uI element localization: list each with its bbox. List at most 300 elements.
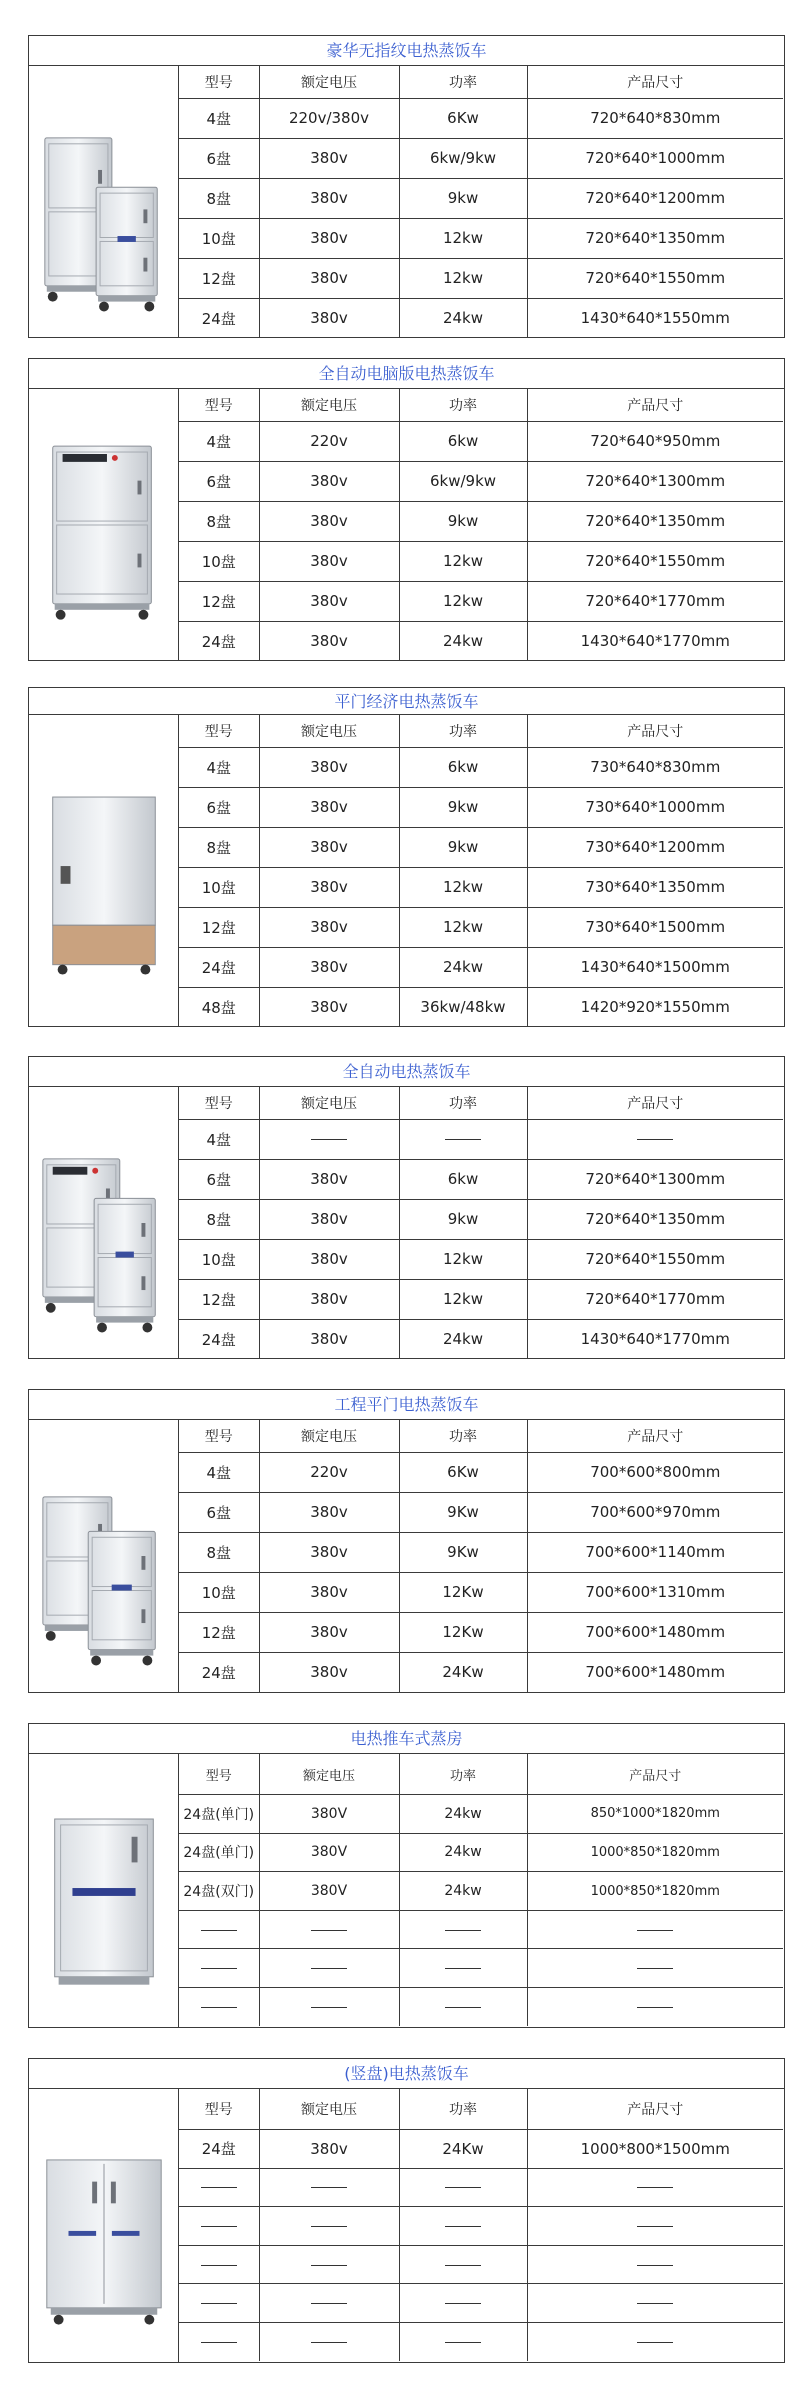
table-cell: 700*600*970mm (527, 1492, 783, 1532)
section-title: (竖盘)电热蒸饭车 (29, 2059, 784, 2089)
table-cell: 10盘 (179, 1239, 259, 1279)
table-cell: 9kw (399, 178, 527, 218)
table-cell: 220v (259, 421, 399, 461)
section-title: 电热推车式蒸房 (29, 1724, 784, 1754)
column-header: 功率 (399, 2089, 527, 2130)
table-cell: 730*640*1350mm (527, 867, 783, 907)
table-row (179, 1452, 783, 1492)
table-cell: 4盘 (179, 1119, 259, 1159)
empty-cell (259, 1119, 399, 1159)
table-cell: 380v (259, 947, 399, 987)
dash-placeholder (201, 2226, 237, 2227)
table-cell: 24kw (399, 1833, 527, 1872)
dash-placeholder (201, 1968, 237, 1969)
dash-placeholder (445, 2265, 481, 2266)
column-header: 额定电压 (259, 1420, 399, 1452)
column-header: 型号 (179, 1087, 259, 1119)
table-cell: 380v (259, 138, 399, 178)
table-cell: 24kw (399, 621, 527, 661)
table-row (179, 947, 783, 987)
empty-cell (527, 2284, 783, 2323)
column-header: 产品尺寸 (527, 1754, 783, 1795)
column-header: 型号 (179, 1420, 259, 1452)
empty-cell (399, 1910, 527, 1949)
table-row (179, 907, 783, 947)
table-header-row (179, 1754, 783, 1795)
empty-cell (179, 2207, 259, 2246)
table-cell: 380v (259, 218, 399, 258)
table-cell: 720*640*830mm (527, 98, 783, 138)
table-cell: 6kw (399, 1159, 527, 1199)
table-row (179, 987, 783, 1027)
table-cell: 380v (259, 987, 399, 1027)
table-cell: 6Kw (399, 98, 527, 138)
table-cell: 12kw (399, 867, 527, 907)
dash-placeholder (201, 2265, 237, 2266)
empty-cell (179, 2284, 259, 2323)
table-header-row (179, 66, 783, 98)
table-row (179, 1119, 783, 1159)
dash-placeholder (445, 2342, 481, 2343)
table-cell: 700*600*1480mm (527, 1652, 783, 1692)
table-cell: 6盘 (179, 138, 259, 178)
table-cell: 1430*640*1770mm (527, 1319, 783, 1359)
product-section (28, 1389, 785, 1693)
steamer-cabinet-auto-icon (33, 1108, 175, 1338)
table-cell: 380v (259, 541, 399, 581)
table-cell: 24盘 (179, 621, 259, 661)
table-cell: 380v (259, 298, 399, 338)
table-cell: 1420*920*1550mm (527, 987, 783, 1027)
empty-cell (527, 1910, 783, 1949)
empty-cell (259, 2322, 399, 2361)
table-cell: 720*640*1350mm (527, 1199, 783, 1239)
column-header: 额定电压 (259, 389, 399, 421)
column-header: 功率 (399, 715, 527, 747)
empty-cell (399, 1949, 527, 1988)
empty-cell (259, 2245, 399, 2284)
product-photo (29, 66, 179, 337)
empty-cell (259, 1910, 399, 1949)
table-cell: 380v (259, 1319, 399, 1359)
dash-placeholder (311, 1968, 347, 1969)
table-row (179, 1987, 783, 2026)
spec-table (179, 1087, 783, 1359)
table-cell: 10盘 (179, 541, 259, 581)
table-cell: 6盘 (179, 461, 259, 501)
empty-cell (259, 1949, 399, 1988)
table-cell: 24kw (399, 1872, 527, 1911)
table-cell: 380V (259, 1795, 399, 1834)
dash-placeholder (311, 2187, 347, 2188)
steam-room-trolley-icon (33, 1776, 175, 2006)
table-row (179, 867, 783, 907)
dash-placeholder (637, 2303, 673, 2304)
table-cell: 12盘 (179, 258, 259, 298)
empty-cell (527, 2245, 783, 2284)
table-cell: 12Kw (399, 1612, 527, 1652)
table-cell: 720*640*1000mm (527, 138, 783, 178)
dash-placeholder (445, 1139, 481, 1140)
table-cell: 9kw (399, 1199, 527, 1239)
dash-placeholder (311, 2303, 347, 2304)
table-header-row (179, 715, 783, 747)
dash-placeholder (201, 2303, 237, 2304)
table-cell: 730*640*1000mm (527, 787, 783, 827)
table-cell: 12kw (399, 1279, 527, 1319)
table-row (179, 1612, 783, 1652)
table-cell: 720*640*1350mm (527, 501, 783, 541)
table-row (179, 1319, 783, 1359)
table-cell: 380v (259, 1239, 399, 1279)
empty-cell (527, 2168, 783, 2207)
table-cell: 380v (259, 1492, 399, 1532)
table-row (179, 827, 783, 867)
table-row (179, 1949, 783, 1988)
table-cell: 380v (259, 1532, 399, 1572)
empty-cell (527, 1949, 783, 1988)
table-cell: 9kw (399, 501, 527, 541)
steamer-cabinet-project-icon (33, 1441, 175, 1671)
table-cell: 12kw (399, 258, 527, 298)
table-cell: 6kw/9kw (399, 138, 527, 178)
table-cell: 10盘 (179, 1572, 259, 1612)
table-header-row (179, 2089, 783, 2130)
spec-table (179, 715, 783, 1027)
dash-placeholder (201, 2342, 237, 2343)
table-cell: 24盘 (179, 1652, 259, 1692)
dash-placeholder (637, 2342, 673, 2343)
product-photo (29, 389, 179, 660)
empty-cell (527, 1987, 783, 2026)
column-header: 额定电压 (259, 2089, 399, 2130)
table-row (179, 218, 783, 258)
dash-placeholder (445, 2226, 481, 2227)
spec-table (179, 1754, 783, 2026)
table-row (179, 621, 783, 661)
table-cell: 8盘 (179, 827, 259, 867)
table-cell: 6盘 (179, 1492, 259, 1532)
table-row (179, 2284, 783, 2323)
steamer-vertical-tray-icon (33, 2111, 175, 2341)
table-cell: 4盘 (179, 1452, 259, 1492)
table-cell: 700*600*800mm (527, 1452, 783, 1492)
empty-cell (399, 2245, 527, 2284)
table-cell: 12kw (399, 907, 527, 947)
table-cell: 8盘 (179, 1199, 259, 1239)
table-row (179, 501, 783, 541)
table-cell: 380v (259, 1612, 399, 1652)
table-cell: 380V (259, 1872, 399, 1911)
table-cell: 720*640*1300mm (527, 1159, 783, 1199)
table-cell: 380v (259, 178, 399, 218)
dash-placeholder (637, 2187, 673, 2188)
table-cell: 24Kw (399, 1652, 527, 1692)
table-cell: 1430*640*1500mm (527, 947, 783, 987)
table-cell: 24kw (399, 298, 527, 338)
column-header: 型号 (179, 66, 259, 98)
table-row (179, 138, 783, 178)
table-cell: 380v (259, 747, 399, 787)
table-cell: 12盘 (179, 1279, 259, 1319)
table-cell: 6盘 (179, 1159, 259, 1199)
column-header: 功率 (399, 1087, 527, 1119)
table-cell: 12盘 (179, 581, 259, 621)
table-cell: 10盘 (179, 867, 259, 907)
product-photo (29, 1754, 179, 2027)
table-cell: 12Kw (399, 1572, 527, 1612)
table-cell: 24盘 (179, 298, 259, 338)
table-row (179, 1159, 783, 1199)
table-row (179, 258, 783, 298)
table-cell: 24kw (399, 1319, 527, 1359)
table-cell: 720*640*950mm (527, 421, 783, 461)
table-cell: 1430*640*1550mm (527, 298, 783, 338)
column-header: 功率 (399, 1420, 527, 1452)
table-cell: 730*640*830mm (527, 747, 783, 787)
empty-cell (179, 2168, 259, 2207)
table-row (179, 1532, 783, 1572)
table-cell: 12kw (399, 1239, 527, 1279)
empty-cell (179, 1910, 259, 1949)
empty-cell (259, 2207, 399, 2246)
empty-cell (259, 2168, 399, 2207)
steamer-cabinet-digital-icon (33, 410, 175, 640)
dash-placeholder (201, 1930, 237, 1931)
empty-cell (179, 1949, 259, 1988)
dash-placeholder (311, 2265, 347, 2266)
table-row (179, 298, 783, 338)
column-header: 额定电压 (259, 66, 399, 98)
dash-placeholder (201, 2187, 237, 2188)
table-row (179, 2168, 783, 2207)
table-cell: 12kw (399, 581, 527, 621)
dash-placeholder (311, 1930, 347, 1931)
column-header: 产品尺寸 (527, 715, 783, 747)
column-header: 产品尺寸 (527, 66, 783, 98)
table-cell: 220v (259, 1452, 399, 1492)
table-cell: 380v (259, 501, 399, 541)
table-cell: 380v (259, 258, 399, 298)
spec-table (179, 389, 783, 661)
empty-cell (179, 1987, 259, 2026)
table-cell: 730*640*1500mm (527, 907, 783, 947)
dash-placeholder (445, 1930, 481, 1931)
dash-placeholder (445, 2303, 481, 2304)
empty-cell (399, 1119, 527, 1159)
table-cell: 24kw (399, 947, 527, 987)
table-cell: 720*640*1350mm (527, 218, 783, 258)
table-cell: 24盘 (179, 2130, 259, 2169)
empty-cell (259, 1987, 399, 2026)
table-cell: 380v (259, 2130, 399, 2169)
table-cell: 24Kw (399, 2130, 527, 2169)
table-header-row (179, 1087, 783, 1119)
empty-cell (527, 1119, 783, 1159)
product-photo (29, 1087, 179, 1358)
table-cell: 700*600*1480mm (527, 1612, 783, 1652)
table-row (179, 1833, 783, 1872)
table-header-row (179, 389, 783, 421)
product-photo (29, 715, 179, 1026)
table-cell: 24盘(单门) (179, 1795, 259, 1834)
table-row (179, 747, 783, 787)
table-cell: 24盘(双门) (179, 1872, 259, 1911)
column-header: 额定电压 (259, 1087, 399, 1119)
table-cell: 380v (259, 867, 399, 907)
column-header: 功率 (399, 66, 527, 98)
table-cell: 6Kw (399, 1452, 527, 1492)
table-cell: 720*640*1550mm (527, 258, 783, 298)
dash-placeholder (311, 1139, 347, 1140)
table-cell: 380v (259, 907, 399, 947)
table-cell: 6kw/9kw (399, 461, 527, 501)
column-header: 功率 (399, 389, 527, 421)
dash-placeholder (637, 2265, 673, 2266)
empty-cell (399, 2284, 527, 2323)
table-cell: 380v (259, 787, 399, 827)
table-row (179, 1279, 783, 1319)
column-header: 额定电压 (259, 1754, 399, 1795)
table-row (179, 421, 783, 461)
table-cell: 700*600*1140mm (527, 1532, 783, 1572)
product-section (28, 1723, 785, 2028)
spec-table (179, 2089, 783, 2361)
table-cell: 24盘 (179, 1319, 259, 1359)
column-header: 型号 (179, 1754, 259, 1795)
table-row (179, 461, 783, 501)
product-section (28, 687, 785, 1027)
empty-cell (527, 2207, 783, 2246)
table-cell: 380v (259, 581, 399, 621)
table-row (179, 541, 783, 581)
steamer-cabinet-double-icon (33, 87, 175, 317)
table-cell: 6kw (399, 421, 527, 461)
table-cell: 8盘 (179, 501, 259, 541)
table-row (179, 2322, 783, 2361)
empty-cell (399, 2207, 527, 2246)
product-section (28, 1056, 785, 1359)
table-cell: 380v (259, 827, 399, 867)
section-title: 全自动电脑版电热蒸饭车 (29, 359, 784, 389)
table-cell: 720*640*1200mm (527, 178, 783, 218)
table-row (179, 1572, 783, 1612)
table-cell: 700*600*1310mm (527, 1572, 783, 1612)
table-row (179, 1910, 783, 1949)
table-cell: 720*640*1300mm (527, 461, 783, 501)
dash-placeholder (637, 1968, 673, 1969)
product-photo (29, 1420, 179, 1692)
table-cell: 10盘 (179, 218, 259, 258)
column-header: 产品尺寸 (527, 389, 783, 421)
table-row (179, 98, 783, 138)
table-row (179, 2130, 783, 2169)
table-cell: 380v (259, 1572, 399, 1612)
table-cell: 8盘 (179, 1532, 259, 1572)
dash-placeholder (445, 2187, 481, 2188)
table-cell: 1430*640*1770mm (527, 621, 783, 661)
table-row (179, 1239, 783, 1279)
column-header: 产品尺寸 (527, 2089, 783, 2130)
table-cell: 4盘 (179, 98, 259, 138)
table-row (179, 1652, 783, 1692)
empty-cell (399, 1987, 527, 2026)
table-cell: 12kw (399, 218, 527, 258)
column-header: 额定电压 (259, 715, 399, 747)
table-cell: 4盘 (179, 747, 259, 787)
table-cell: 1000*850*1820mm (527, 1833, 783, 1872)
table-row (179, 1199, 783, 1239)
column-header: 型号 (179, 389, 259, 421)
product-section (28, 35, 785, 338)
table-cell: 9Kw (399, 1532, 527, 1572)
table-cell: 1000*800*1500mm (527, 2130, 783, 2169)
section-title: 工程平门电热蒸饭车 (29, 1390, 784, 1420)
table-cell: 380v (259, 621, 399, 661)
empty-cell (399, 2168, 527, 2207)
product-photo (29, 2089, 179, 2362)
section-title: 豪华无指纹电热蒸饭车 (29, 36, 784, 66)
table-cell: 36kw/48kw (399, 987, 527, 1027)
column-header: 型号 (179, 715, 259, 747)
steamer-cabinet-economy-icon (33, 756, 175, 986)
table-row (179, 1492, 783, 1532)
dash-placeholder (311, 2226, 347, 2227)
dash-placeholder (637, 1139, 673, 1140)
table-cell: 48盘 (179, 987, 259, 1027)
table-cell: 380V (259, 1833, 399, 1872)
table-cell: 380v (259, 461, 399, 501)
empty-cell (259, 2284, 399, 2323)
table-row (179, 1795, 783, 1834)
empty-cell (527, 2322, 783, 2361)
table-cell: 24盘 (179, 947, 259, 987)
product-section (28, 2058, 785, 2363)
table-cell: 24kw (399, 1795, 527, 1834)
table-row (179, 787, 783, 827)
table-cell: 380v (259, 1652, 399, 1692)
table-cell: 730*640*1200mm (527, 827, 783, 867)
empty-cell (179, 2245, 259, 2284)
table-cell: 12盘 (179, 907, 259, 947)
table-header-row (179, 1420, 783, 1452)
dash-placeholder (201, 2007, 237, 2008)
table-cell: 720*640*1550mm (527, 1239, 783, 1279)
table-cell: 220v/380v (259, 98, 399, 138)
table-cell: 6盘 (179, 787, 259, 827)
section-title: 平门经济电热蒸饭车 (29, 688, 784, 715)
dash-placeholder (445, 2007, 481, 2008)
table-cell: 1000*850*1820mm (527, 1872, 783, 1911)
empty-cell (399, 2322, 527, 2361)
table-cell: 9kw (399, 787, 527, 827)
table-cell: 380v (259, 1279, 399, 1319)
table-cell: 9kw (399, 827, 527, 867)
product-section (28, 358, 785, 661)
spec-table (179, 1420, 783, 1692)
table-cell: 6kw (399, 747, 527, 787)
section-title: 全自动电热蒸饭车 (29, 1057, 784, 1087)
table-row (179, 1872, 783, 1911)
dash-placeholder (445, 1968, 481, 1969)
table-cell: 850*1000*1820mm (527, 1795, 783, 1834)
table-row (179, 581, 783, 621)
table-cell: 380v (259, 1159, 399, 1199)
table-cell: 720*640*1770mm (527, 1279, 783, 1319)
dash-placeholder (311, 2007, 347, 2008)
spec-table (179, 66, 783, 338)
table-cell: 9Kw (399, 1492, 527, 1532)
